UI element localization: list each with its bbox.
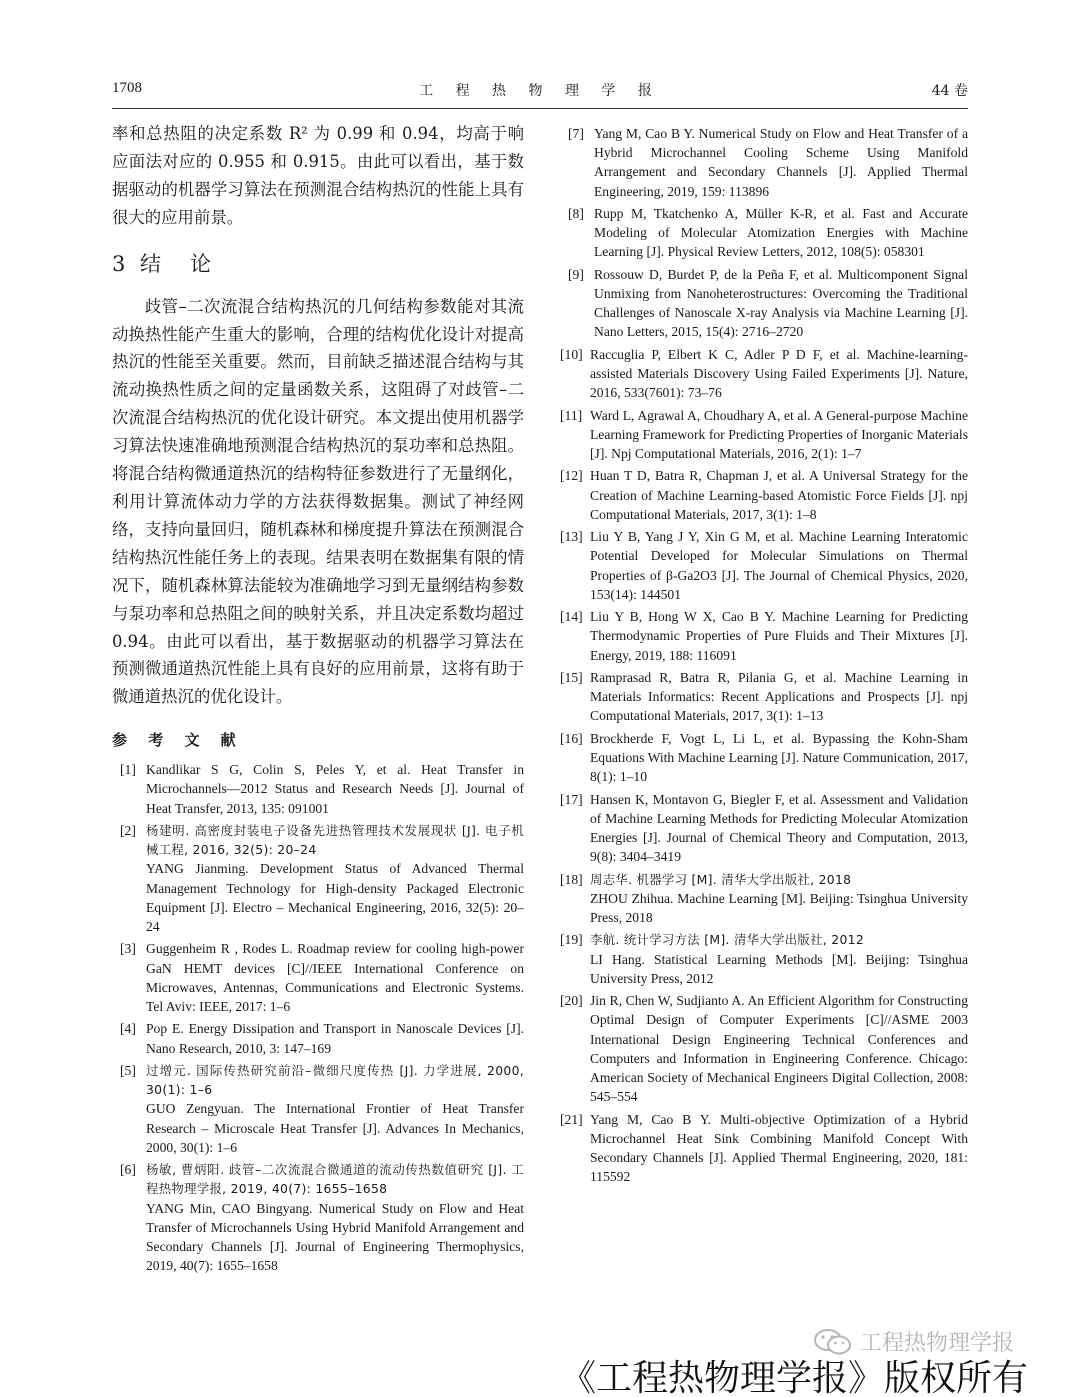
- reference-number: [9]: [568, 266, 584, 282]
- reference-item: [112, 1061, 524, 1157]
- reference-number: [19]: [560, 932, 583, 948]
- copyright-watermark: 《工程热物理学报》版权所有: [560, 1358, 1029, 1397]
- reference-text: [590, 406, 968, 464]
- reference-number: [2]: [120, 823, 136, 839]
- reference-english: Rupp M, Tkatchenko A, Müller K-R, et al. Fast and Accurate Modeling of Molecular Atomization Energies with Machine Learning [J]. Physical Review Letters, 2012, 108(5): 058301: [594, 206, 968, 260]
- reference-english: Ward L, Agrawal A, Choudhary A, et al. A General-purpose Machine Learning Framework for Predicting Properties of Inorganic Materials [J]. Npj Computational Materials, 2016, 2(1): 1–7: [590, 407, 968, 461]
- reference-item: [112, 1019, 524, 1057]
- reference-text: [146, 760, 524, 818]
- reference-item: [112, 939, 524, 1016]
- intro-paragraph: 率和总热阻的决定系数 R² 为 0.99 和 0.94，均高于响应面法对应的 0.955 和 0.915。由此可以看出，基于数据驱动的机器学习算法在预测混合结构热沉的性能上具有很大的应用前景。: [112, 124, 524, 227]
- reference-english: Kandlikar S G, Colin S, Peles Y, et al. Heat Transfer in Microchannels—2012 Status and Research Needs [J]. Journal of Heat Transfer, 2013, 135: 091001: [146, 762, 524, 816]
- left-column: [112, 120, 524, 1279]
- volume-label: 44 卷: [931, 83, 968, 99]
- reference-english: ZHOU Zhihua. Machine Learning [M]. Beijing: Tsinghua University Press, 2018: [590, 890, 968, 925]
- reference-number: [4]: [120, 1021, 136, 1037]
- reference-english: Guggenheim R , Rodes L. Roadmap review for cooling high-power GaN HEMT devices [C]//IEEE International Conference on Microwaves, Antennas, Communications and Electronic Systems. Tel Aviv: IEEE, 2017: 1–6: [146, 941, 524, 1015]
- reference-number: [10]: [560, 346, 583, 362]
- reference-number: [7]: [568, 126, 584, 141]
- reference-number: [17]: [560, 791, 583, 807]
- reference-chinese: 杨建明. 高密度封装电子设备先进热管理技术发展现状 [J]. 电子机械工程, 2016, 32(5): 20–24: [146, 823, 524, 858]
- references-list-right: [560, 124, 968, 1186]
- reference-number: [21]: [560, 1111, 583, 1127]
- reference-english: Jin R, Chen W, Sudjianto A. An Efficient Algorithm for Constructing Optimal Design of Computer Experiments [C]//ASME 2003 International Design Engineering Technical Conferences and Computers and Information in Engineering Conference. Chicago: American Society of Mechanical Engineers Digital Collection, 2008: 545–554: [590, 993, 968, 1105]
- reference-item: [560, 265, 968, 342]
- reference-item: [560, 204, 968, 262]
- reference-english: Hansen K, Montavon G, Biegler F, et al. Assessment and Validation of Machine Learning Methods for Predicting Molecular Atomization Energies [J]. Journal of Chemical Theory and Computation, 2013, 9(8): 3404–3419: [590, 791, 968, 865]
- reference-number: [12]: [560, 468, 583, 484]
- reference-text: [590, 527, 968, 604]
- reference-text: [594, 124, 968, 201]
- reference-english: YANG Jianming. Development Status of Advanced Thermal Management Technology for High-density Packaged Electronic Equipment [J]. Electro – Mechanical Engineering, 2016, 32(5): 20–24: [146, 861, 524, 935]
- reference-english: Liu Y B, Hong W X, Cao B Y. Machine Learning for Predicting Thermodynamic Properties of Pure Fluids and Their Mixtures [J]. Energy, 2019, 188: 116091: [590, 609, 968, 663]
- reference-item: [560, 345, 968, 403]
- reference-item: [560, 729, 968, 787]
- reference-number: [5]: [120, 1063, 136, 1079]
- watermark-small-text: 工程热物理学报: [860, 1331, 1015, 1356]
- reference-item: [560, 991, 968, 1106]
- reference-item: [560, 607, 968, 665]
- section-title: 3 结 论: [112, 251, 216, 276]
- reference-text: [590, 790, 968, 867]
- reference-english: Yang M, Cao B Y. Numerical Study on Flow and Heat Transfer of a Hybrid Microchannel Cooling Scheme Using Manifold Arrangement and Secondary Channels [J]. Applied Thermal Engineering, 2019, 159: 113896: [594, 126, 968, 199]
- reference-item: [560, 790, 968, 867]
- reference-number: [1]: [120, 762, 136, 778]
- reference-chinese: 过增元. 国际传热研究前沿–微细尺度传热 [J]. 力学进展, 2000, 30(1): 1–6: [146, 1063, 524, 1098]
- reference-text: [590, 1110, 968, 1187]
- reference-chinese: 周志华. 机器学习 [M]. 清华大学出版社, 2018: [590, 871, 852, 887]
- reference-text: [590, 870, 968, 928]
- reference-item: [560, 406, 968, 464]
- reference-item: [560, 870, 968, 928]
- reference-number: [18]: [560, 871, 583, 887]
- reference-english: Yang M, Cao B Y. Multi-objective Optimization of a Hybrid Microchannel Heat Sink Combining Manifold Concept With Secondary Channels [J]. Applied Thermal Engineering, 2020, 181: 115592: [590, 1111, 968, 1185]
- reference-item: [560, 124, 968, 201]
- references-title: 参 考 文 献: [112, 731, 244, 750]
- reference-text: [146, 1160, 524, 1275]
- reference-text: [594, 204, 968, 262]
- reference-english: Liu Y B, Yang J Y, Xin G M, et al. Machine Learning Interatomic Potential Developed for Molecular Simulations on Thermal Properties of β-Ga2O3 [J]. The Journal of Chemical Physics, 2020, 153(14): 144501: [590, 529, 968, 602]
- reference-text: [590, 466, 968, 524]
- reference-text: [594, 265, 968, 342]
- reference-english: Brockherde F, Vogt L, Li L, et al. Bypassing the Kohn-Sham Equations With Machine Learning [J]. Nature Communication, 2017, 8(1): 1–10: [590, 730, 968, 785]
- reference-english: GUO Zengyuan. The International Frontier of Heat Transfer Research – Microscale Heat Transfer [J]. Advances In Mechanics, 2000, 30(1): 1–6: [146, 1101, 524, 1155]
- reference-text: [146, 1061, 524, 1157]
- reference-text: [590, 729, 968, 787]
- reference-item: [560, 1110, 968, 1187]
- reference-text: [590, 607, 968, 665]
- reference-number: [11]: [560, 407, 583, 423]
- reference-number: [20]: [560, 993, 583, 1009]
- running-header: [112, 80, 968, 102]
- reference-english: Huan T D, Batra R, Chapman J, et al. A Universal Strategy for the Creation of Machine Learning-based Atomistic Force Fields [J]. npj Computational Materials, 2017, 3(1): 1–8: [590, 468, 968, 522]
- reference-number: [6]: [120, 1162, 136, 1178]
- reference-item: [112, 760, 524, 818]
- reference-number: [14]: [560, 609, 583, 625]
- page-number: 1708: [112, 80, 142, 96]
- reference-text: [146, 1019, 524, 1057]
- reference-number: [13]: [560, 529, 583, 545]
- reference-item: [560, 668, 968, 726]
- right-column: [560, 124, 968, 1190]
- header-rule: [112, 108, 968, 109]
- reference-item: [112, 821, 524, 936]
- journal-name: 工 程 热 物 理 学 报: [419, 83, 661, 99]
- reference-text: [590, 991, 968, 1106]
- reference-text: [590, 345, 968, 403]
- references-list-left: [112, 760, 524, 1275]
- reference-number: [3]: [120, 941, 136, 957]
- reference-number: [15]: [560, 669, 583, 685]
- reference-text: [146, 821, 524, 936]
- reference-chinese: 杨敏, 曹炳阳. 歧管–二次流混合微通道的流动传热数值研究 [J]. 工程热物理学报, 2019, 40(7): 1655–1658: [146, 1162, 524, 1197]
- conclusion-paragraph: 歧管–二次流混合结构热沉的几何结构参数能对其流动换热性能产生重大的影响，合理的结构优化设计对提高热沉的性能至关重要。然而，目前缺乏描述混合结构与其流动换热性质之间的定量函数关系，这阻碍了对歧管–二次流混合结构热沉的优化设计研究。本文提出使用机器学习算法快速准确地预测混合结构热沉的泵功率和总热阻。将混合结构微通道热沉的结构特征参数进行了无量纲化，利用计算流体动力学的方法获得数据集。测试了神经网络，支持向量回归，随机森林和梯度提升算法在预测混合结构热沉性能任务上的表现。结果表明在数据集有限的情况下，随机森林算法能较为准确地学习到无量纲结构参数与泵功率和总热阻之间的映射关系，并且决定系数均超过 0.94。由此可以看出，基于数据驱动的机器学习算法在预测微通道热沉性能上具有良好的应用前景，这将有助于微通道热沉的优化设计。: [112, 296, 524, 707]
- reference-item: [112, 1160, 524, 1275]
- reference-english: YANG Min, CAO Bingyang. Numerical Study on Flow and Heat Transfer of Microchannels Using Hybrid Manifold Arrangement and Secondary Channels [J]. Journal of Engineering Thermophysics, 2019, 40(7): 1655–1658: [146, 1200, 524, 1274]
- reference-english: Pop E. Energy Dissipation and Transport in Nanoscale Devices [J]. Nano Research, 2010, 3: 147–169: [146, 1021, 524, 1056]
- reference-item: [560, 930, 968, 988]
- reference-text: [146, 939, 524, 1016]
- reference-english: LI Hang. Statistical Learning Methods [M]. Beijing: Tsinghua University Press, 2012: [590, 951, 968, 986]
- reference-text: [590, 930, 968, 988]
- reference-chinese: 李航. 统计学习方法 [M]. 清华大学出版社, 2012: [590, 932, 865, 948]
- reference-english: Rossouw D, Burdet P, de la Peña F, et al. Multicomponent Signal Unmixing from Nanoheterostructures: Overcoming the Traditional Challenges of Nanoscale X-ray Analysis via Machine Learning [J]. Nano Letters, 2015, 15(4): 2716–2720: [594, 266, 968, 340]
- reference-item: [560, 527, 968, 604]
- reference-text: [590, 668, 968, 726]
- reference-english: Raccuglia P, Elbert K C, Adler P D F, et al. Machine-learning-assisted Materials Discovery Using Failed Experiments [J]. Nature, 2016, 533(7601): 73–76: [590, 346, 968, 401]
- reference-english: Ramprasad R, Batra R, Pilania G, et al. Machine Learning in Materials Informatics: Recent Applications and Prospects [J]. npj Computational Materials, 2017, 3(1): 1–13: [590, 669, 968, 724]
- reference-item: [560, 466, 968, 524]
- reference-number: [8]: [568, 206, 584, 221]
- reference-number: [16]: [560, 730, 583, 746]
